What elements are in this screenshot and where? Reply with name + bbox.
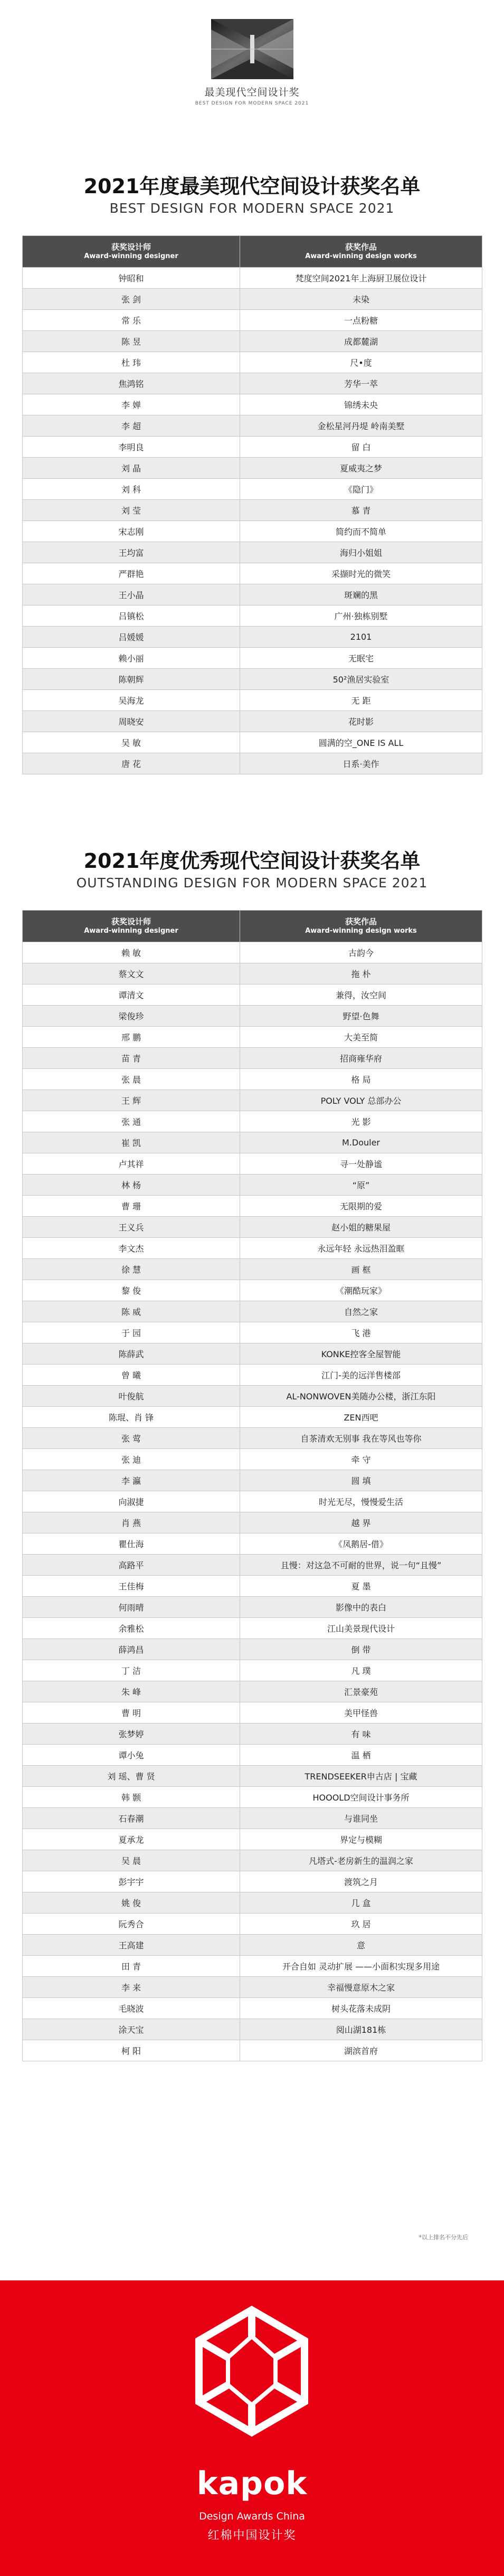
header-works: [240, 911, 482, 942]
table-row: [23, 1702, 482, 1723]
work-cell: 简约而不简单: [240, 521, 482, 542]
work-cell: 湖滨首府: [240, 2040, 482, 2061]
table-row: [23, 1386, 482, 1407]
work-cell: 日系·美作: [240, 753, 482, 774]
work-cell: 广州·独栋别墅: [240, 605, 482, 627]
table-row: [23, 1766, 482, 1787]
designer-cell: 刘 晶: [23, 458, 240, 479]
table-row: [23, 1808, 482, 1829]
table-row: [23, 1787, 482, 1808]
header-designer-en: Award-winning designer: [84, 926, 178, 935]
table-row: [23, 605, 482, 627]
designer-cell: 陈琨、肖 锋: [23, 1407, 240, 1428]
work-cell: 野望·色舞: [240, 1006, 482, 1027]
work-cell: TRENDSEEKER申古店 | 宝藏: [240, 1766, 482, 1787]
designer-cell: 李 超: [23, 415, 240, 437]
table-row: [23, 563, 482, 584]
designer-cell: 张梦婷: [23, 1723, 240, 1745]
table-row: [23, 1407, 482, 1428]
table-row: [23, 1175, 482, 1196]
table-row: [23, 1681, 482, 1702]
work-cell: 芳华一萃: [240, 373, 482, 394]
designer-cell: 赖小丽: [23, 648, 240, 669]
table-row: [23, 1111, 482, 1132]
table-row: [23, 1153, 482, 1175]
top-logo: [0, 19, 504, 106]
designer-cell: 刘 科: [23, 479, 240, 500]
work-cell: M.Douler: [240, 1132, 482, 1153]
work-cell: 几 盒: [240, 1892, 482, 1914]
brand-name-cn: 红棉中国设计奖: [207, 2529, 297, 2542]
designer-cell: 李明良: [23, 437, 240, 458]
designer-cell: 丁 洁: [23, 1660, 240, 1681]
designer-cell: 韩 颢: [23, 1787, 240, 1808]
table-row: [23, 1301, 482, 1322]
table-row: [23, 1470, 482, 1491]
designer-cell: 向淑捷: [23, 1491, 240, 1512]
table-row: [23, 1280, 482, 1301]
work-cell: 招商雍华府: [240, 1048, 482, 1069]
designer-cell: 夏承龙: [23, 1829, 240, 1850]
header-works: [240, 236, 482, 268]
designer-cell: 涂天宝: [23, 2019, 240, 2040]
work-cell: 倒 带: [240, 1639, 482, 1660]
table-row: [23, 1322, 482, 1343]
section2-subtitle: OUTSTANDING DESIGN FOR MODERN SPACE 2021: [76, 875, 428, 891]
designer-cell: 吕媛媛: [23, 627, 240, 648]
brand-name-en: Design Awards China: [199, 2511, 305, 2522]
table-row: [23, 479, 482, 500]
work-cell: 金松星河丹堤 岭南美墅: [240, 415, 482, 437]
table-row: [23, 542, 482, 563]
work-cell: 树头花落未成阴: [240, 1998, 482, 2019]
brand-name: kapok: [196, 2465, 308, 2502]
table-row: [23, 500, 482, 521]
table-row: [23, 1090, 482, 1111]
table-row: [23, 1745, 482, 1766]
designer-cell: 陈 昱: [23, 331, 240, 352]
table-row: [23, 1660, 482, 1681]
table-header-row: [23, 911, 482, 942]
designer-cell: 周晓安: [23, 711, 240, 732]
table-row: [23, 289, 482, 310]
table-row: [23, 627, 482, 648]
table-row: [23, 1217, 482, 1238]
work-cell: 画 框: [240, 1259, 482, 1280]
work-cell: 圆满的空_ONE IS ALL: [240, 732, 482, 753]
work-cell: 永远年轻 永远热泪盈眶: [240, 1238, 482, 1259]
table-row: [23, 331, 482, 352]
work-cell: 幸福慢意原木之家: [240, 1977, 482, 1998]
designer-cell: 于 园: [23, 1322, 240, 1343]
designer-cell: 彭宇宇: [23, 1871, 240, 1892]
table-row: [23, 1998, 482, 2019]
table-row: [23, 1365, 482, 1386]
work-cell: 凡 璞: [240, 1660, 482, 1681]
section2-title: 2021年度优秀现代空间设计获奖名单: [83, 849, 421, 873]
designer-cell: 焦鸿铭: [23, 373, 240, 394]
table-row: [23, 1533, 482, 1555]
work-cell: 尺•度: [240, 352, 482, 373]
table-row: [23, 1618, 482, 1639]
work-cell: 斑斓的黑: [240, 584, 482, 605]
work-cell: 无限期的爱: [240, 1196, 482, 1217]
table-row: [23, 1069, 482, 1090]
work-cell: 圆 填: [240, 1470, 482, 1491]
work-cell: 越 界: [240, 1512, 482, 1533]
designer-cell: 常 乐: [23, 310, 240, 331]
designer-cell: 曾 曦: [23, 1365, 240, 1386]
table-row: [23, 458, 482, 479]
work-cell: 成都麓湖: [240, 331, 482, 352]
table-row: [23, 1576, 482, 1597]
designer-cell: 唐 花: [23, 753, 240, 774]
work-cell: 夏 墨: [240, 1576, 482, 1597]
work-cell: ZEN西吧: [240, 1407, 482, 1428]
designer-cell: 张 晨: [23, 1069, 240, 1090]
award-logo-icon: [211, 19, 293, 79]
table-row: [23, 732, 482, 753]
designer-cell: 王 辉: [23, 1090, 240, 1111]
designer-cell: 张 莺: [23, 1428, 240, 1449]
designer-cell: 瞿仕海: [23, 1533, 240, 1555]
work-cell: 牵 守: [240, 1449, 482, 1470]
work-cell: 未染: [240, 289, 482, 310]
table-row: [23, 648, 482, 669]
work-cell: 影像中的表白: [240, 1597, 482, 1618]
table-row: [23, 1512, 482, 1533]
header-works-en: Award-winning design works: [305, 926, 417, 935]
work-cell: 界定与模糊: [240, 1829, 482, 1850]
header-designer: [23, 911, 240, 942]
table-row: [23, 1935, 482, 1956]
table-row: [23, 1850, 482, 1871]
table-row: [23, 437, 482, 458]
designer-cell: 黎 俊: [23, 1280, 240, 1301]
designer-cell: 张 剑: [23, 289, 240, 310]
work-cell: 自然之家: [240, 1301, 482, 1322]
designer-cell: 宋志刚: [23, 521, 240, 542]
work-cell: 梵度空间2021年上海厨卫展位设计: [240, 268, 482, 289]
table-row: [23, 1977, 482, 1998]
best-design-table: [22, 235, 482, 774]
table-row: [23, 1238, 482, 1259]
section1-title: 2021年度最美现代空间设计获奖名单: [83, 175, 421, 198]
table-row: [23, 1892, 482, 1914]
header-designer-en: Award-winning designer: [84, 252, 178, 260]
work-cell: 阅山湖181栋: [240, 2019, 482, 2040]
designer-cell: 蔡文文: [23, 963, 240, 984]
work-cell: 采撷时光的微笑: [240, 563, 482, 584]
designer-cell: 何雨晴: [23, 1597, 240, 1618]
designer-cell: 卢其祥: [23, 1153, 240, 1175]
table-row: [23, 1343, 482, 1365]
designer-cell: 薛鸿昌: [23, 1639, 240, 1660]
table-row: [23, 1597, 482, 1618]
work-cell: 且慢：对这急不可耐的世界，说一句“且慢”: [240, 1555, 482, 1576]
designer-cell: 王高建: [23, 1935, 240, 1956]
table-row: [23, 352, 482, 373]
designer-cell: 阮秀合: [23, 1914, 240, 1935]
designer-cell: 王佳梅: [23, 1576, 240, 1597]
table-header-row: [23, 236, 482, 268]
designer-cell: 朱 峰: [23, 1681, 240, 1702]
header-designer-cn: 获奖设计师: [111, 242, 151, 252]
work-cell: 拖 朴: [240, 963, 482, 984]
work-cell: 江门-美的远洋售楼部: [240, 1365, 482, 1386]
table-row: [23, 669, 482, 690]
table-row: [23, 963, 482, 984]
table-row: [23, 1871, 482, 1892]
kapok-footer: [0, 2280, 504, 2576]
work-cell: 光 影: [240, 1111, 482, 1132]
designer-cell: 叶俊航: [23, 1386, 240, 1407]
table-row: [23, 1006, 482, 1027]
designer-cell: 石春潮: [23, 1808, 240, 1829]
designer-cell: 田 青: [23, 1956, 240, 1977]
table-row: [23, 310, 482, 331]
header-works-cn: 获奖作品: [345, 242, 377, 252]
designer-cell: 谭清文: [23, 984, 240, 1006]
designer-cell: 苗 青: [23, 1048, 240, 1069]
designer-cell: 李文杰: [23, 1238, 240, 1259]
work-cell: 《凤鹅居-借》: [240, 1533, 482, 1555]
work-cell: 留 白: [240, 437, 482, 458]
table-row: [23, 1196, 482, 1217]
logo-title-cn: 最美现代空间设计奖: [204, 87, 300, 98]
table-row: [23, 1259, 482, 1280]
designer-cell: 高路平: [23, 1555, 240, 1576]
outstanding-design-table: [22, 910, 482, 2061]
work-cell: 锦绣未央: [240, 394, 482, 415]
designer-cell: 陈朝辉: [23, 669, 240, 690]
table-row: [23, 711, 482, 732]
designer-cell: 王小晶: [23, 584, 240, 605]
work-cell: 一点粉糖: [240, 310, 482, 331]
designer-cell: 林 杨: [23, 1175, 240, 1196]
table-row: [23, 1829, 482, 1850]
work-cell: HOOOLD空间设计事务所: [240, 1787, 482, 1808]
designer-cell: 吴海龙: [23, 690, 240, 711]
header-works-cn: 获奖作品: [345, 916, 377, 926]
table-row: [23, 1449, 482, 1470]
table-row: [23, 753, 482, 774]
work-cell: 赵小姐的糖果屋: [240, 1217, 482, 1238]
table-row: [23, 2040, 482, 2061]
work-cell: KONKE控客全屋智能: [240, 1343, 482, 1365]
designer-cell: 李 婵: [23, 394, 240, 415]
table-row: [23, 1914, 482, 1935]
designer-cell: 曹 明: [23, 1702, 240, 1723]
work-cell: 2101: [240, 627, 482, 648]
work-cell: 自茶清欢无别事 我在等风也等你: [240, 1428, 482, 1449]
designer-cell: 张 迪: [23, 1449, 240, 1470]
designer-cell: 崔 凯: [23, 1132, 240, 1153]
work-cell: 海归小姐姐: [240, 542, 482, 563]
work-cell: 开合自如 灵动扩展 ——小面积实现多用途: [240, 1956, 482, 1977]
table-row: [23, 1639, 482, 1660]
table-row: [23, 984, 482, 1006]
work-cell: 温 栖: [240, 1745, 482, 1766]
work-cell: 慕 青: [240, 500, 482, 521]
designer-cell: 赖 敏: [23, 942, 240, 963]
designer-cell: 柯 阳: [23, 2040, 240, 2061]
work-cell: 飞 港: [240, 1322, 482, 1343]
table-row: [23, 373, 482, 394]
work-cell: POLY VOLY 总部办公: [240, 1090, 482, 1111]
work-cell: 无 距: [240, 690, 482, 711]
work-cell: 50²渔居实验室: [240, 669, 482, 690]
table-row: [23, 415, 482, 437]
work-cell: 有 味: [240, 1723, 482, 1745]
designer-cell: 刘 莹: [23, 500, 240, 521]
work-cell: 与谁同坐: [240, 1808, 482, 1829]
designer-cell: 严群艳: [23, 563, 240, 584]
designer-cell: 吴 敏: [23, 732, 240, 753]
designer-cell: 姚 俊: [23, 1892, 240, 1914]
designer-cell: 王均富: [23, 542, 240, 563]
section1-subtitle: BEST DESIGN FOR MODERN SPACE 2021: [109, 201, 395, 216]
work-cell: 花时影: [240, 711, 482, 732]
work-cell: 《隐门》: [240, 479, 482, 500]
designer-cell: 徐 慧: [23, 1259, 240, 1280]
designer-cell: 吴 晨: [23, 1850, 240, 1871]
table-row: [23, 1428, 482, 1449]
work-cell: AL-NONWOVEN美随办公楼，浙江东阳: [240, 1386, 482, 1407]
table-row: [23, 1956, 482, 1977]
work-cell: 凡塔式-老房新生的温润之家: [240, 1850, 482, 1871]
work-cell: 《潮酷玩家》: [240, 1280, 482, 1301]
designer-cell: 谭小兔: [23, 1745, 240, 1766]
work-cell: “原”: [240, 1175, 482, 1196]
work-cell: 时光无尽，慢慢爱生活: [240, 1491, 482, 1512]
table-row: [23, 1491, 482, 1512]
designer-cell: 王义兵: [23, 1217, 240, 1238]
work-cell: 大美至简: [240, 1027, 482, 1048]
designer-cell: 李 瀛: [23, 1470, 240, 1491]
header-designer-cn: 获奖设计师: [111, 916, 151, 926]
work-cell: 玖 居: [240, 1914, 482, 1935]
work-cell: 兼得，汝空间: [240, 984, 482, 1006]
designer-cell: 杜 玮: [23, 352, 240, 373]
work-cell: 格 局: [240, 1069, 482, 1090]
work-cell: 江山美景现代设计: [240, 1618, 482, 1639]
work-cell: 意: [240, 1935, 482, 1956]
header-works-en: Award-winning design works: [305, 252, 417, 260]
designer-cell: 毛晓波: [23, 1998, 240, 2019]
table-row: [23, 1555, 482, 1576]
work-cell: 渡筑之月: [240, 1871, 482, 1892]
kapok-flower-icon: [188, 2299, 315, 2458]
table-row: [23, 1132, 482, 1153]
designer-cell: 李 来: [23, 1977, 240, 1998]
work-cell: 美甲怪兽: [240, 1702, 482, 1723]
work-cell: 古韵今: [240, 942, 482, 963]
table-row: [23, 1027, 482, 1048]
work-cell: 寻一处静谧: [240, 1153, 482, 1175]
designer-cell: 曹 珊: [23, 1196, 240, 1217]
award-logo-graphic: [211, 19, 293, 79]
ranking-note: *以上排名不分先后: [419, 2234, 468, 2241]
work-cell: 夏威夷之梦: [240, 458, 482, 479]
designer-cell: 邢 鹏: [23, 1027, 240, 1048]
table-row: [23, 521, 482, 542]
table-row: [23, 690, 482, 711]
designer-cell: 余雅松: [23, 1618, 240, 1639]
work-cell: 无眠宅: [240, 648, 482, 669]
table-row: [23, 1048, 482, 1069]
work-cell: 汇景豪苑: [240, 1681, 482, 1702]
table-row: [23, 942, 482, 963]
designer-cell: 吕镇松: [23, 605, 240, 627]
logo-title-en: BEST DESIGN FOR MODERN SPACE 2021: [195, 101, 309, 106]
table-row: [23, 1723, 482, 1745]
table-row: [23, 268, 482, 289]
table-row: [23, 584, 482, 605]
table-row: [23, 2019, 482, 2040]
designer-cell: 陈薛武: [23, 1343, 240, 1365]
designer-cell: 肖 燕: [23, 1512, 240, 1533]
header-designer: [23, 236, 240, 268]
designer-cell: 张 通: [23, 1111, 240, 1132]
table-row: [23, 394, 482, 415]
designer-cell: 钟昭和: [23, 268, 240, 289]
designer-cell: 刘 瑶、曹 贤: [23, 1766, 240, 1787]
designer-cell: 陈 威: [23, 1301, 240, 1322]
designer-cell: 梁俊珍: [23, 1006, 240, 1027]
